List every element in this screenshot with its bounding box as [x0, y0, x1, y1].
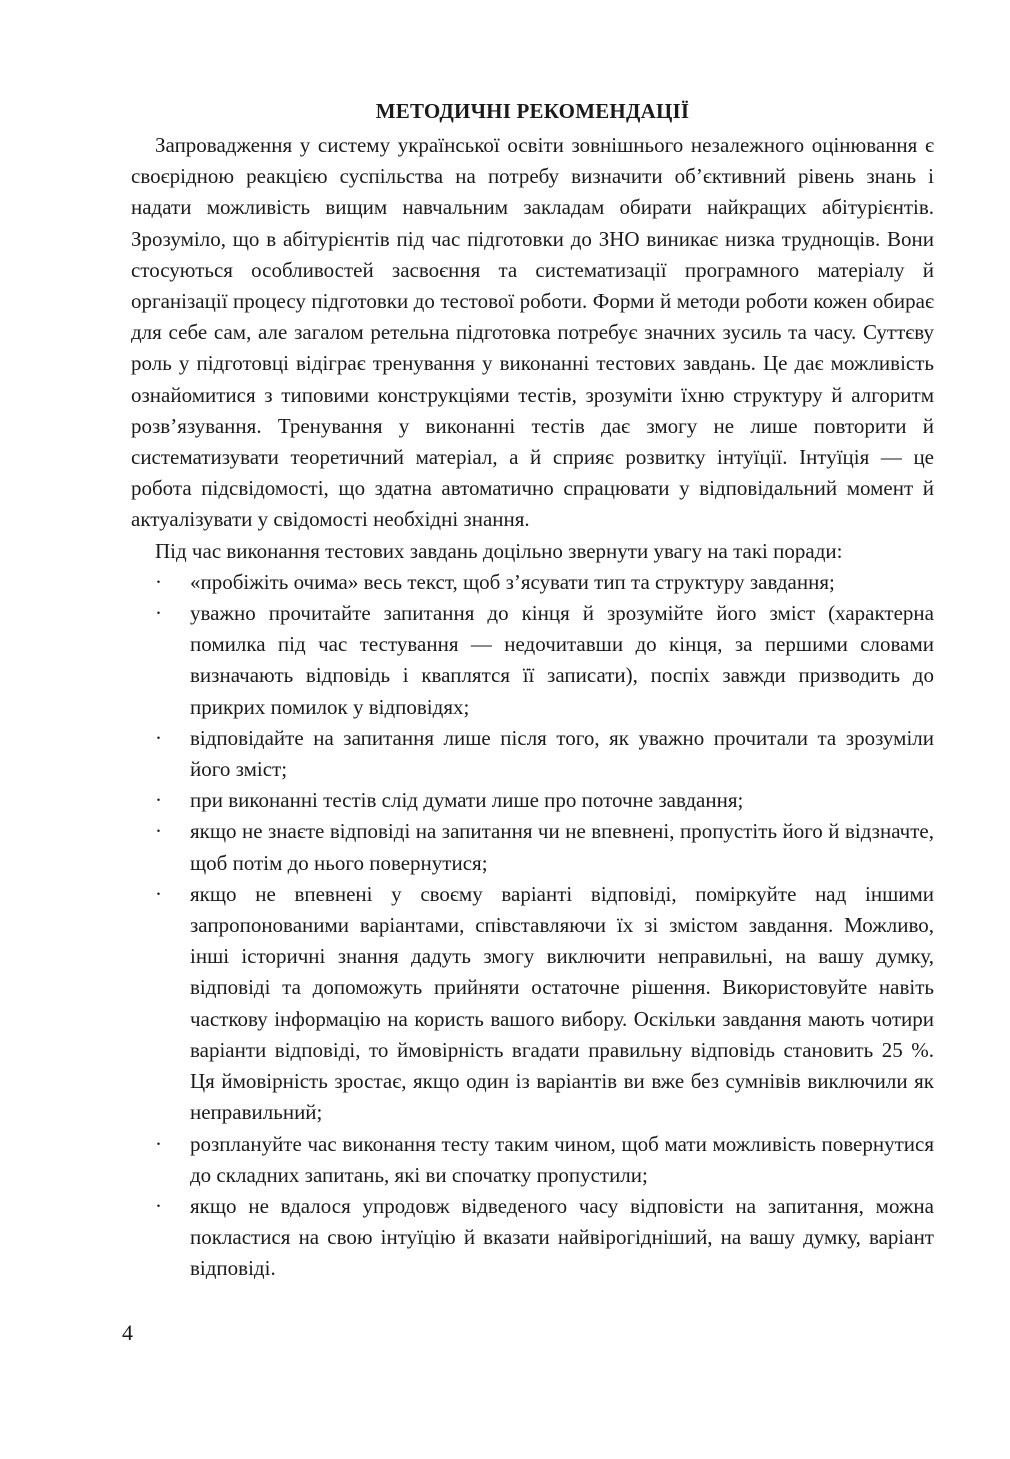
tips-intro: Під час виконання тестових завдань доцільно звернути увагу на такі поради:	[155, 538, 843, 563]
list-item-text: розплануйте час виконання тесту таким чином, щоб мати можливість повернутися до складних запитань, які ви спочатку пропустили;	[190, 1131, 934, 1187]
bullet-icon: ·	[155, 1193, 162, 1218]
list-item	[131, 1191, 934, 1285]
bullet-icon: ·	[155, 725, 162, 750]
bullet-icon: ·	[155, 569, 162, 594]
list-item-text: відповідайте на запитання лише після того, як уважно прочитали та зрозуміли його зміст;	[190, 725, 934, 782]
list-item-text: при виконанні тестів слід думати лише про поточне завдання;	[190, 788, 744, 813]
bullet-icon: ·	[155, 788, 162, 813]
bullet-icon: ·	[155, 819, 162, 844]
list-item-text: якщо не впевнені у своєму варіанті відповіді, поміркуйте над іншими запропонованими варіантами, співставляючи їх зі змістом завдання. Можливо, інші історичні знання дадуть змогу виключити неправильні, на вашу думку, відповіді та допоможуть прийняти остаточне рішення. Використовуйте навіть часткову інформацію на користь вашого вибору. Оскільки завдання мають чотири варіанти відповіді, то ймовірність вгадати правильну відповідь становить 25 %. Ця ймовірність зростає, якщо один із варіантів ви вже без сумнівів виключили як неправильний;	[190, 881, 934, 1125]
list-item	[131, 879, 934, 1129]
page-number: 4	[122, 1320, 133, 1345]
list-item	[131, 816, 934, 878]
bullet-icon: ·	[155, 1131, 162, 1156]
intro-paragraph: Запровадження у систему української освіти зовнішнього незалежного оцінювання є своєрідною реакцією суспільства на потребу визначити об’єктивний рівень знань і надати можливість вищим навчальним закладам обирати найкращих абітурієнтів. Зрозуміло, що в абітурієнтів під час підготовки до ЗНО виникає низка труднощів. Вони стосуються особливостей засвоєння та систематизації програмного матеріалу й організації процесу підготовки до тестової роботи. Форми й методи роботи кожен обирає для себе сам, але загалом ретельна підготовка потребує значних зусиль та часу. Суттєву роль у підготовці відіграє тренування у виконанні тестових завдань. Це дає можливість ознайомитися з типовими конструкціями тестів, зрозуміти їхню структуру й алгоритм розв’язування. Тренування у виконанні тестів дає змогу не лише повторити й систематизувати теоретичний матеріал, а й сприяє розвитку інтуїції. Інтуїція — це робота підсвідомості, що здатна автоматично спрацювати у відповідальний момент й актуалізувати у свідомості необхідні знання.	[131, 133, 934, 532]
list-item-text: уважно прочитайте запитання до кінця й зрозумійте його зміст (характерна помилка під час тестування — недочитавши до кінця, за першими словами визначають відповідь і кваплятся її записати), поспіх завжди призводить до прикрих помилок у відповідях;	[190, 601, 934, 719]
list-item	[131, 785, 934, 816]
list-item	[131, 567, 934, 598]
list-item-text: «пробіжіть очима» весь текст, щоб з’ясувати тип та структуру завдання;	[190, 569, 835, 594]
page-content	[131, 96, 934, 1285]
tips-list	[131, 567, 934, 1285]
list-item	[131, 723, 934, 785]
page-title: МЕТОДИЧНІ РЕКОМЕНДАЦІЇ	[375, 99, 690, 123]
bullet-icon: ·	[155, 601, 162, 626]
list-item	[131, 598, 934, 723]
list-item	[131, 1129, 934, 1191]
list-item-text: якщо не вдалося упродовж відведеного часу відповісти на запитання, можна покластися на свою інтуїцію й вказати найвірогідніший, на вашу думку, варіант відповіді.	[190, 1193, 934, 1281]
list-item-text: якщо не знаєте відповіді на запитання чи не впевнені, пропустіть його й відзначте, щоб потім до нього повернутися;	[190, 819, 934, 875]
bullet-icon: ·	[155, 881, 162, 906]
